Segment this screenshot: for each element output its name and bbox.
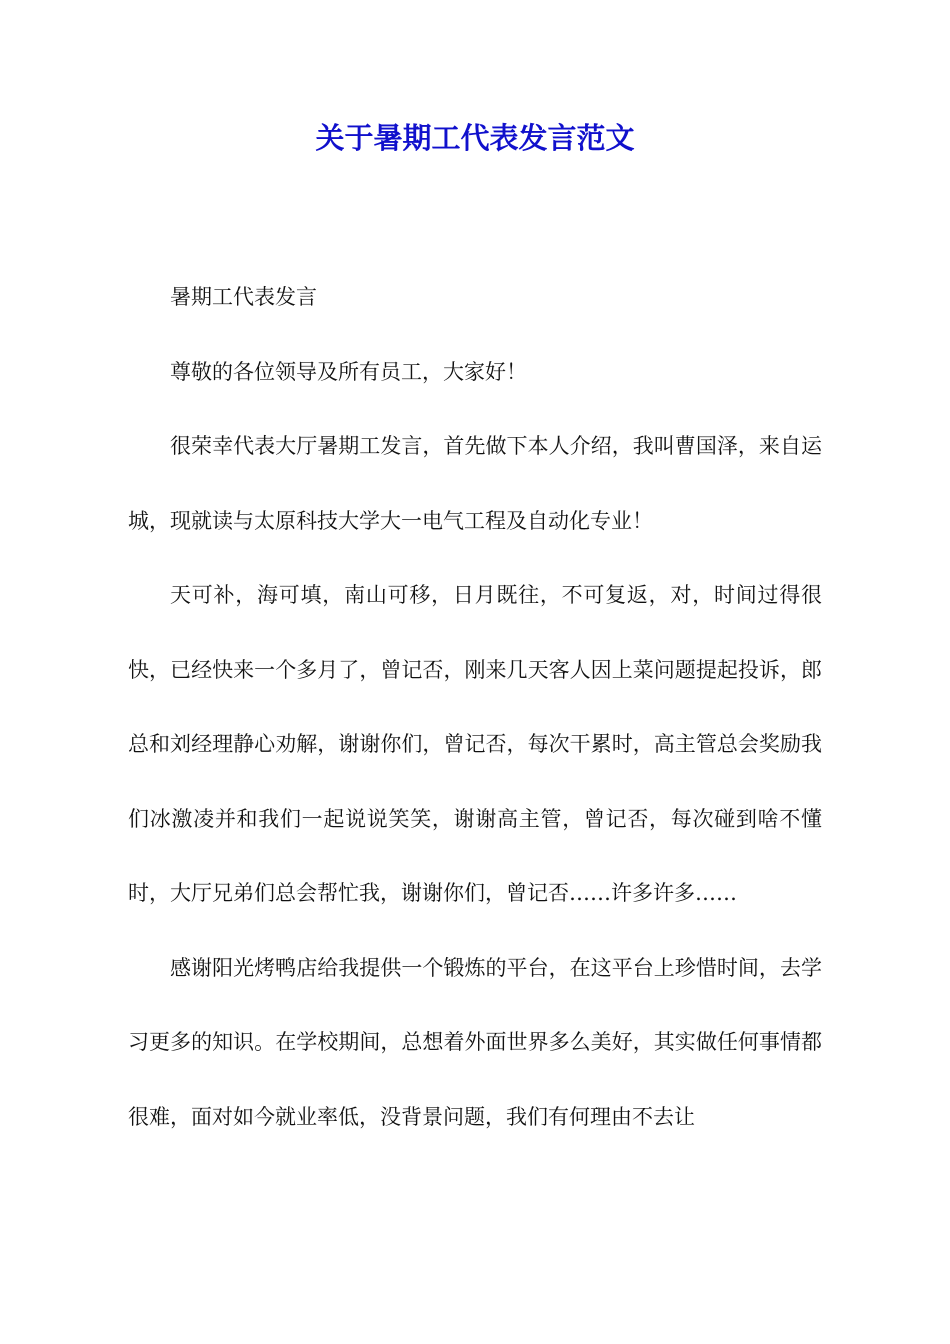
paragraph-gratitude: 感谢阳光烤鸭店给我提供一个锻炼的平台，在这平台上珍惜时间，去学习更多的知识。在学校期间，总想着外面世界多么美好，其实做任何事情都很难，面对如今就业率低，没背景问题，我们有何理由不去让 xyxy=(128,955,822,1129)
document-title: 关于暑期工代表发言范文 xyxy=(315,121,635,155)
document-body xyxy=(128,260,822,1154)
paragraph-introduction: 很荣幸代表大厅暑期工发言，首先做下本人介绍，我叫曹国泽，来自运城，现就读与太原科技大学大一电气工程及自动化专业！ xyxy=(128,434,822,533)
paragraph-memories: 天可补，海可填，南山可移，日月既往，不可复返，对，时间过得很快，已经快来一个多月了，曾记否，刚来几天客人因上菜问题提起投诉，郎总和刘经理静心劝解，谢谢你们，曾记否，每次干累时，高主管总会奖励我们冰激凌并和我们一起说说笑笑，谢谢高主管，曾记否，每次碰到啥不懂时，大厅兄弟们总会帮忙我，谢谢你们，曾记否……许多许多…… xyxy=(128,583,822,905)
paragraph-heading: 暑期工代表发言 xyxy=(170,285,317,309)
paragraph-salutation: 尊敬的各位领导及所有员工，大家好！ xyxy=(170,359,527,384)
